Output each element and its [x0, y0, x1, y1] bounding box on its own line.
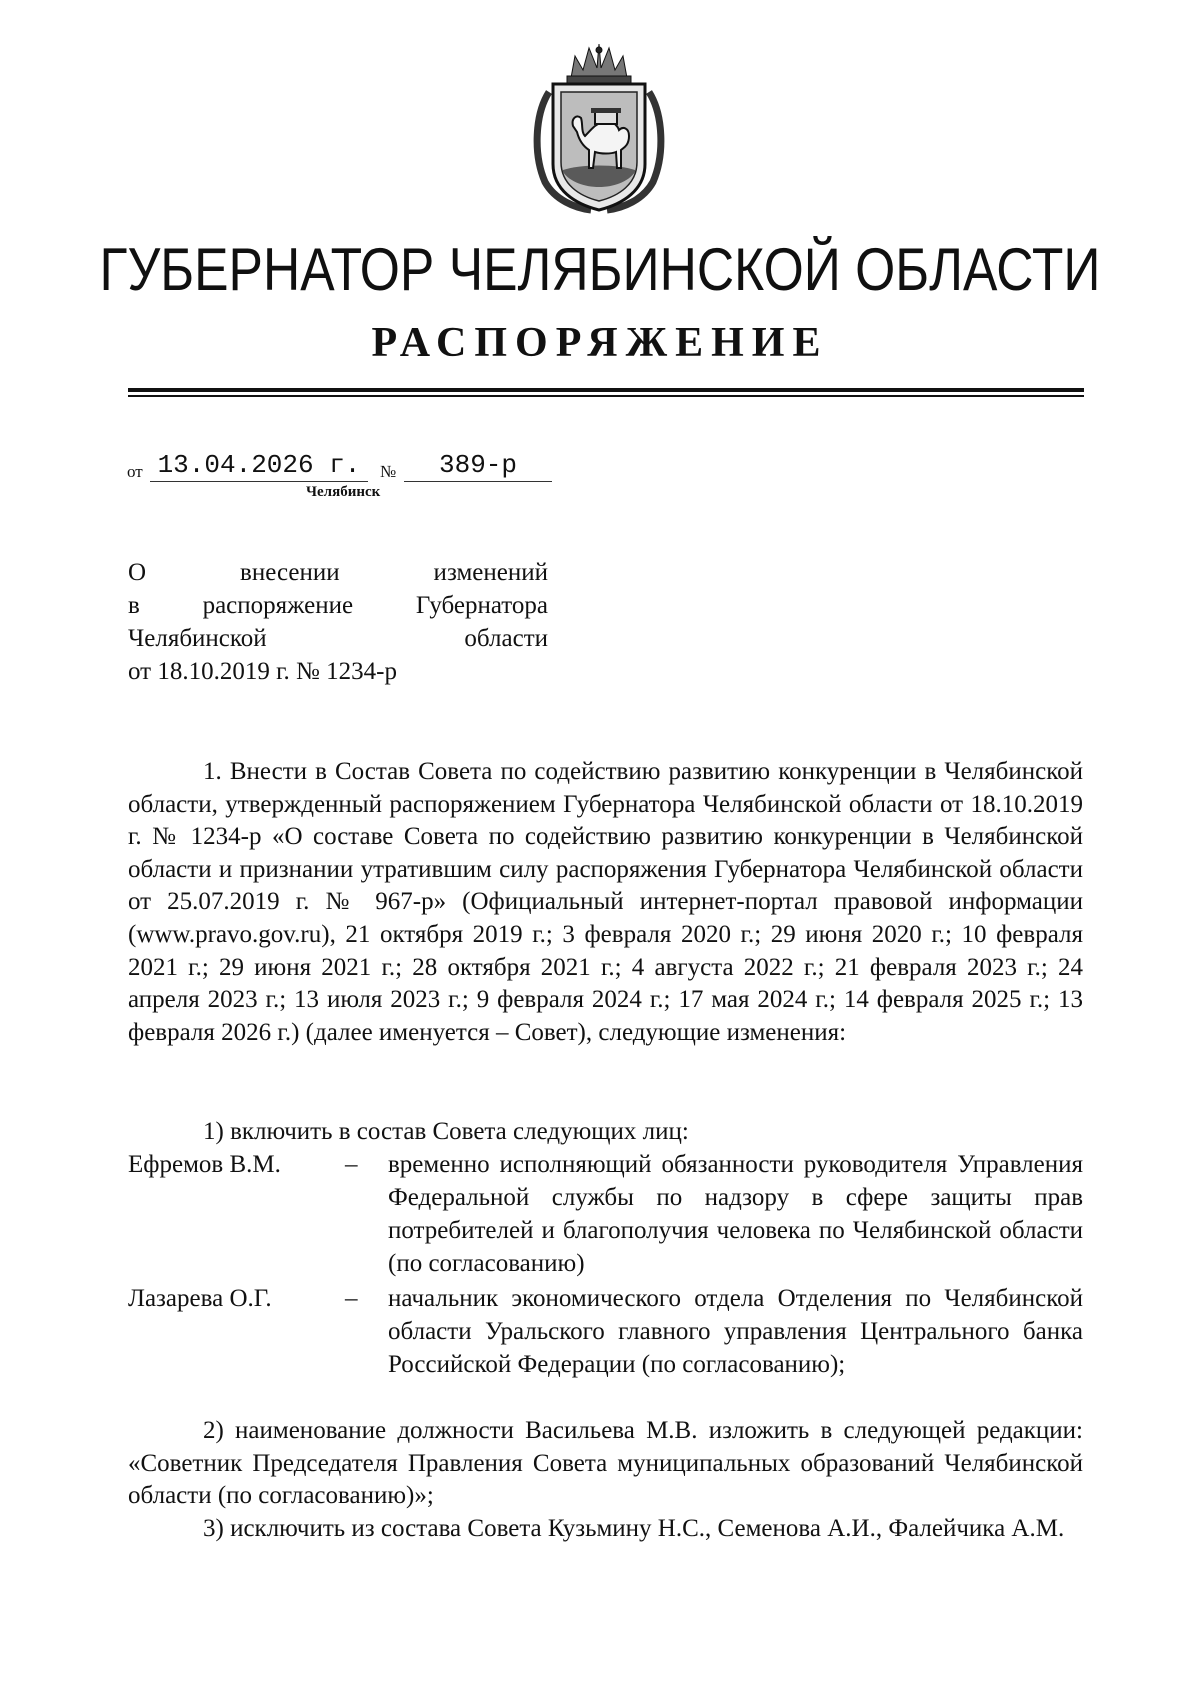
city-label: Челябинск — [306, 484, 381, 500]
item-2: 2) наименование должности Васильева М.В. изложить в следующей редакции: «Советник Председателя Правления Совета муниципальных образований Челябинской области (по согласованию)»; — [128, 1417, 1083, 1510]
subject-line: в распоряжение Губернатора — [128, 592, 548, 619]
paragraph-1: 1. Внести в Состав Совета по содействию развитию конкуренции в Челябинской области, утвержденный распоряжением Губернатора Челябинской области от 18.10.2019 г. № 1234-р «О составе Совета по содействию развитию конкуренции в Челябинской области и признании утратившим силу распоряжения Губернатора Челябинской области от 25.07.2019 г. № 967-р» (Официальный интернет-портал правовой информации (www.pravo.gov.ru), 21 октября 2019 г.; 3 февраля 2020 г.; 29 июня 2020 г.; 10 февраля 2021 г.; 29 июня 2021 г.; 28 октября 2021 г.; 4 августа 2022 г.; 21 февраля 2023 г.; 24 апреля 2023 г.; 13 июля 2023 г.; 9 февраля 2024 г.; 17 мая 2024 г.; 14 февраля 2025 г.; 13 февраля 2026 г.) (далее именуется – Совет), следующие изменения: — [128, 758, 1083, 1046]
header-rule-thick — [128, 388, 1084, 392]
subject-line: Челябинской области — [128, 625, 548, 652]
header-rule-thin — [128, 395, 1084, 397]
member-name: Лазарева О.Г. — [128, 1285, 272, 1312]
member-dash: – — [345, 1285, 358, 1312]
member-name: Ефремов В.М. — [128, 1151, 281, 1178]
member-role: начальник экономического отдела Отделения по Челябинской области Уральского главного управления Центрального банка Российской Федерации (по согласованию); — [388, 1285, 1083, 1378]
document-number: 389-р — [404, 448, 552, 482]
item-3: 3) исключить из состава Совета Кузьмину Н.С., Семенова А.И., Фалейчика А.М. — [203, 1515, 1065, 1542]
org-title: ГУБЕРНАТОР ЧЕЛЯБИНСКОЙ ОБЛАСТИ — [99, 236, 1101, 303]
member-dash: – — [345, 1151, 358, 1178]
document-type-title: РАСПОРЯЖЕНИЕ — [371, 320, 829, 366]
document-date: 13.04.2026 г. — [150, 448, 368, 482]
number-prefix-label: № — [380, 462, 397, 481]
coat-of-arms-emblem — [531, 44, 667, 214]
date-prefix-label: от — [127, 462, 143, 481]
subject-line: О внесении изменений — [128, 559, 548, 586]
item-1-intro: 1) включить в состав Совета следующих лиц: — [203, 1118, 689, 1145]
subject-line: от 18.10.2019 г. № 1234-р — [128, 658, 397, 685]
member-role: временно исполняющий обязанности руководителя Управления Федеральной службы по надзору в сфере защиты прав потребителей и благополучия человека по Челябинской области (по согласованию) — [388, 1151, 1083, 1277]
